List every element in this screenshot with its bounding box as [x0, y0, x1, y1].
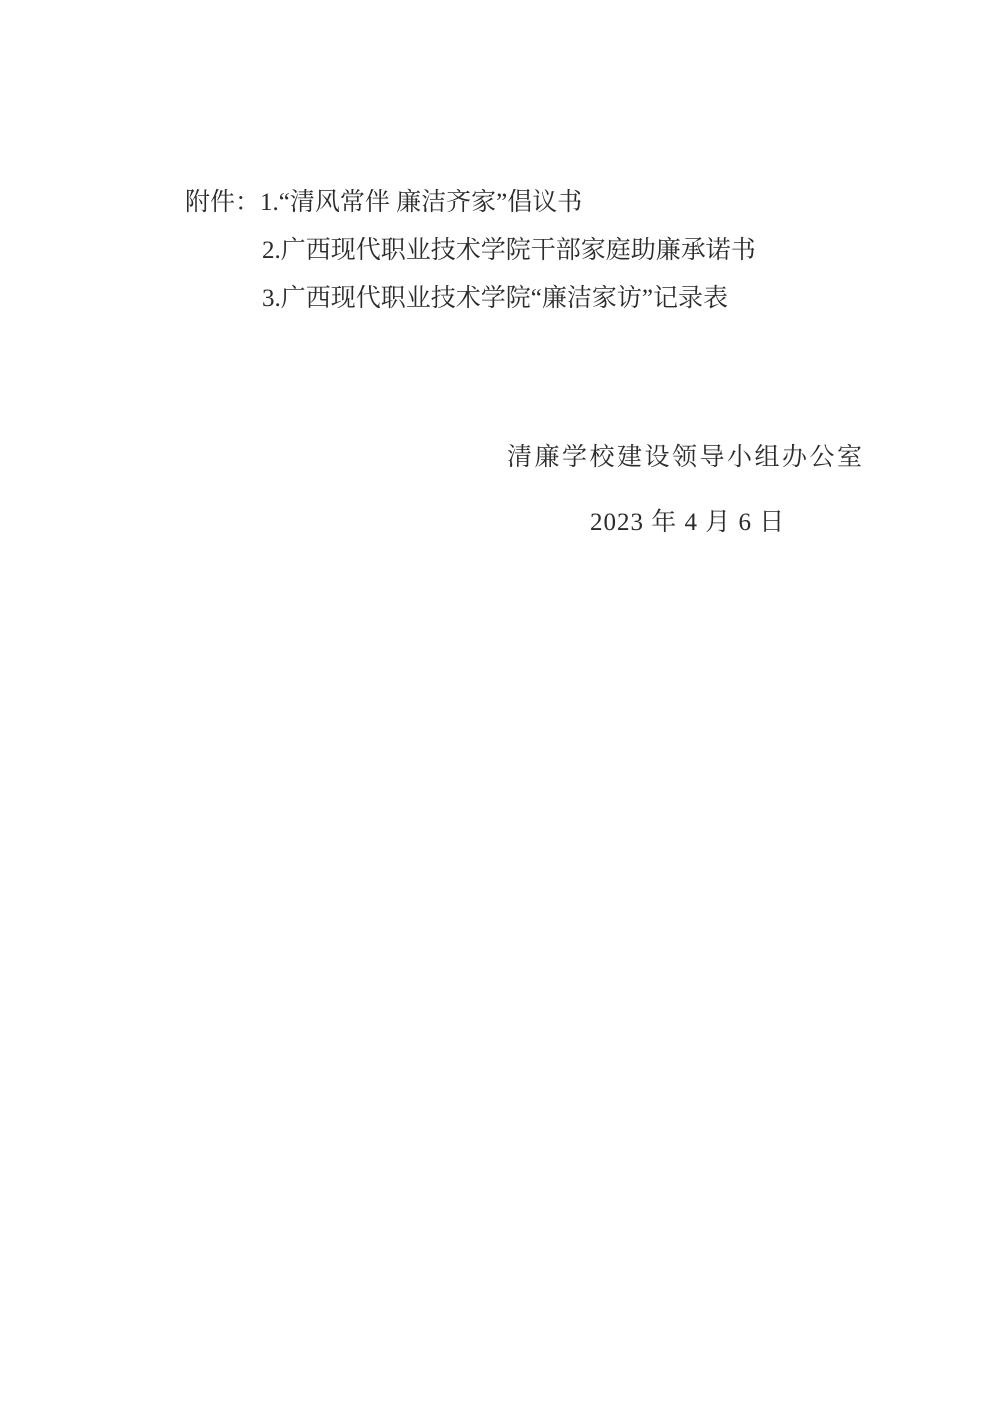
issue-date: 2023 年 4 月 6 日	[590, 509, 786, 536]
attachment-list-line-1: 附件：1.“清风常伴 廉洁齐家”倡议书	[185, 189, 583, 216]
attachment-list-line-2: 2.广西现代职业技术学院干部家庭助廉承诺书	[262, 237, 756, 264]
issuing-office-signature: 清廉学校建设领导小组办公室	[507, 444, 865, 471]
attachment-list-line-3: 3.广西现代职业技术学院“廉洁家访”记录表	[262, 285, 728, 312]
